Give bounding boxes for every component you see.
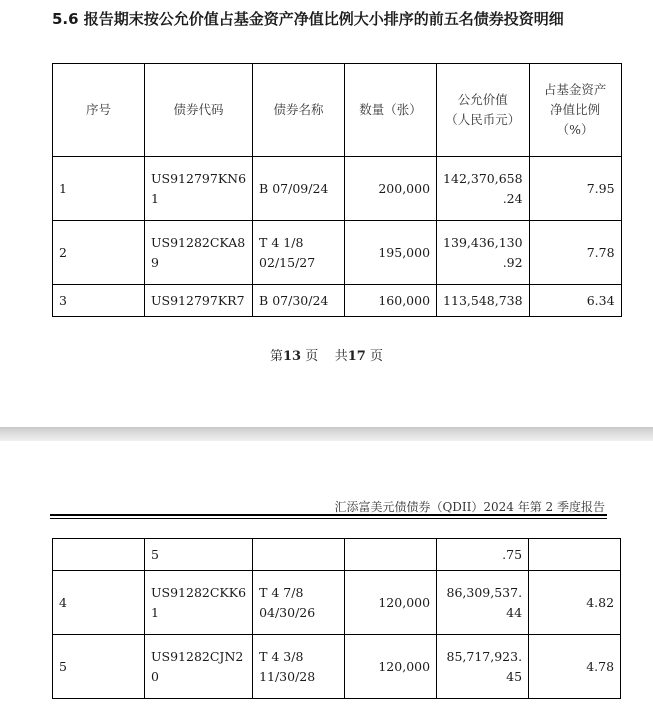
running-header: 汇添富美元债债券（QDII）2024 年第 2 季度报告 — [334, 500, 605, 514]
row-value-line2: 45 — [506, 668, 523, 684]
row-value-line1: 86,309,537. — [446, 584, 523, 600]
table-row — [53, 285, 622, 317]
table-row-continuation — [53, 539, 621, 571]
row-value — [437, 635, 529, 699]
header-fair-value-line2: （人民币元） — [445, 112, 521, 127]
page-total: 17 — [347, 349, 366, 364]
row-ratio: 6.34 — [529, 285, 621, 317]
row-code — [145, 635, 253, 699]
row-code-line1: US91282CKA8 — [151, 234, 246, 250]
row-name: B 07/09/24 — [253, 157, 345, 221]
row-code-line2: 0 — [151, 668, 159, 684]
row-quantity — [345, 539, 437, 571]
row-name-line1: T 4 3/8 — [259, 648, 304, 664]
row-name — [253, 539, 345, 571]
row-code-line2: 1 — [151, 190, 159, 206]
row-value — [437, 571, 529, 635]
row-value: .75 — [437, 539, 529, 571]
header-index: 序号 — [53, 64, 145, 157]
row-value-line2: 44 — [506, 604, 523, 620]
table-row — [53, 571, 621, 635]
header-ratio — [529, 64, 621, 157]
header-name: 债券名称 — [253, 64, 345, 157]
row-value-line2: .24 — [502, 190, 523, 206]
bond-holdings-table — [52, 63, 622, 317]
page-separator — [0, 427, 653, 441]
row-code-line2: 9 — [151, 254, 159, 270]
row-code-line1: US91282CKK6 — [151, 584, 247, 600]
header-ratio-line3: （%） — [556, 122, 594, 137]
row-ratio: 7.78 — [529, 221, 621, 285]
row-name-line2: 11/30/28 — [259, 668, 316, 684]
row-value-line1: 142,370,658 — [443, 170, 523, 186]
row-code — [145, 157, 253, 221]
table-row — [53, 635, 621, 699]
row-index — [53, 539, 145, 571]
bond-holdings-table-continued — [52, 538, 621, 699]
row-name-line2: 02/15/27 — [259, 254, 316, 270]
row-name: B 07/30/24 — [253, 285, 345, 317]
header-rule — [50, 514, 607, 516]
row-name — [253, 635, 345, 699]
header-fair-value — [437, 64, 530, 157]
row-code: US912797KR7 — [145, 285, 253, 317]
page-suffix: 页 — [365, 349, 383, 364]
row-value — [437, 157, 530, 221]
row-code — [145, 221, 253, 285]
row-name-line1: T 4 7/8 — [259, 584, 304, 600]
row-quantity: 160,000 — [345, 285, 437, 317]
header-ratio-line1: 占基金资产 — [543, 82, 607, 97]
row-index: 3 — [53, 285, 145, 317]
row-ratio: 7.95 — [529, 157, 621, 221]
row-index: 2 — [53, 221, 145, 285]
header-code: 债券代码 — [145, 64, 253, 157]
row-quantity: 120,000 — [345, 571, 437, 635]
table-row — [53, 221, 622, 285]
row-code: 5 — [145, 539, 253, 571]
row-code-line2: 1 — [151, 604, 159, 620]
row-value-line2: .92 — [502, 254, 523, 270]
page-prefix: 第 — [269, 349, 283, 364]
row-value-line1: 139,436,130 — [443, 234, 523, 250]
row-index: 4 — [53, 571, 145, 635]
row-ratio: 4.82 — [529, 571, 621, 635]
row-code-line1: US91282CJN2 — [151, 648, 244, 664]
page-current: 13 — [283, 349, 302, 364]
row-value-line1: 85,717,923. — [446, 648, 523, 664]
row-quantity: 195,000 — [345, 221, 437, 285]
table-header-row — [53, 64, 622, 157]
row-quantity: 200,000 — [345, 157, 437, 221]
row-name-line1: T 4 1/8 — [259, 234, 304, 250]
row-quantity: 120,000 — [345, 635, 437, 699]
header-quantity: 数量（张） — [345, 64, 437, 157]
row-index: 5 — [53, 635, 145, 699]
header-fair-value-line1: 公允价值 — [457, 92, 508, 107]
row-value: 113,548,738 — [437, 285, 530, 317]
row-name — [253, 571, 345, 635]
table-row — [53, 157, 622, 221]
page-number-footer — [0, 345, 653, 364]
row-name-line2: 04/30/26 — [259, 604, 316, 620]
section-title: 5.6 报告期末按公允价值占基金资产净值比例大小排序的前五名债券投资明细 — [52, 10, 564, 28]
row-ratio: 4.78 — [529, 635, 621, 699]
header-rule-thin — [50, 518, 607, 519]
row-code — [145, 571, 253, 635]
row-value — [437, 221, 530, 285]
header-ratio-line2: 净值比例 — [550, 102, 601, 117]
row-ratio — [529, 539, 621, 571]
row-code-line1: US912797KN6 — [151, 170, 247, 186]
row-index: 1 — [53, 157, 145, 221]
page-mid: 页 共 — [301, 349, 348, 364]
row-name — [253, 221, 345, 285]
